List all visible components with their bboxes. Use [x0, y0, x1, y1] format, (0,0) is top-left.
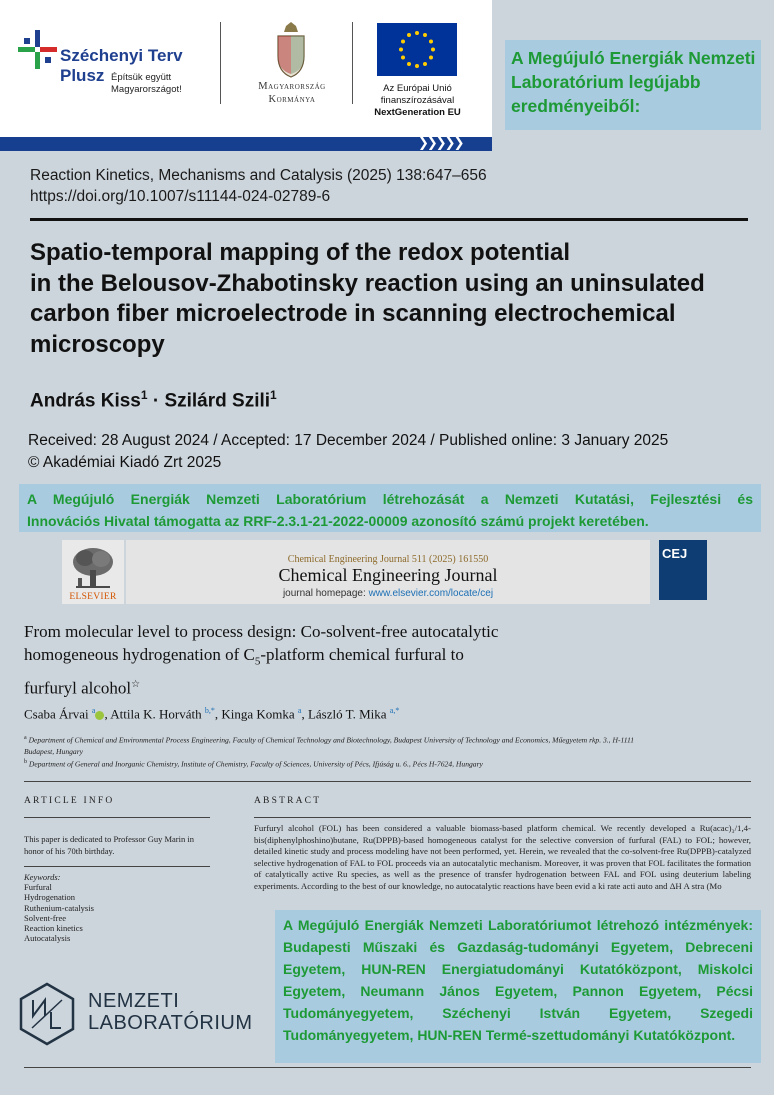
paper2-title-line — [24, 673, 644, 700]
paper1-dates: Received: 28 August 2024 / Accepted: 17 December 2024 / Published online: 3 January 2025 — [28, 432, 669, 449]
callout-funding — [19, 484, 761, 532]
paper1-title-line: in the Belousov-Zhabotinsky reaction using an uninsulated — [30, 269, 705, 297]
affiliation-b-text: Department of General and Inorganic Chemistry, Institute of Chemistry, Faculty of Sciences, University of Pécs, Ifjúság u. 6., Pécs H-7624, Hungary — [28, 759, 483, 769]
orcid-icon[interactable] — [95, 711, 104, 720]
author-affiliation-mark: a — [91, 706, 96, 715]
affiliation-a-text: Department of Chemical and Environmental Process Engineering, Faculty of Chemical Technology and Biotechnology, Budapest University of Technology and Economics, Műegyetem rkp. 3., H-1111 Budapest, Hungary — [24, 735, 634, 756]
callout-founding-institutions: A Megújuló Energiák Nemzeti Laboratóriumot létrehozó intézmények: Budapesti Műszaki és Gazdaság-tudományi Egyetem, Debreceni Egyetem, HUN-REN Energiatudományi Kutatóközpont, Miskolci Egyetem, Neumann János Egyetem, Pannon Egyetem, Pécsi Tudományegyetem, Széchenyi István Egyetem, Szegedi Tudományegyetem, HUN-REN Termé-szettudományi Kutatóközpont. — [275, 910, 761, 1063]
abstract-text: Furfuryl alcohol (FOL) has been considered a valuable biomass-based platform chemical. We recently developed a Ru(acac)₃/1,4-bis(diphenylphoshino)butane, Ru(DPPB)-based homogeneous catalyst for the selective conversion of furfural (FAL) to FOL; however, detailed kinetic study and process modeling have not been performed, yet. Herein, we revealed that the co-solvent-free Ru(DPPB)-catalyzed selective hydrogenation of FAL to FOL proceeds via an autocatalytic mechanism. Moreover, it was proven that FOL facilitates the formation of catalytically active Ru species, as well as the presence of transfer hydrogenation between FAL and FOL using deuterium labeling experiments. According to the best of our knowledge, no autocatalytic reactions have been evid a ki rate acti auto and ΔH A stra (Mo — [254, 823, 751, 891]
szechenyi-plusz: Plusz — [60, 66, 105, 85]
paper2-affiliations — [24, 733, 634, 769]
szechenyi-cross-icon — [18, 30, 58, 70]
author-name: András Kiss — [30, 390, 141, 412]
eu-line1: Az Európai Unió — [383, 83, 452, 94]
article-info-heading: ARTICLE INFO — [24, 796, 115, 806]
journal-homepage — [126, 588, 650, 599]
author-name: László T. Mika — [307, 706, 387, 722]
elsevier-tree-icon — [68, 546, 118, 590]
callout-funding-line2: Innovációs Hivatal támogatta az RRF-2.3.1-21-2022-00009 azonosító számú projekt keretében. — [27, 513, 649, 529]
paper2-title — [24, 620, 644, 700]
affiliation-b: $^b$ Department of General and Inorganic Chemistry, Institute of Chemistry, Faculty of Sciences, University of Pécs, Ifjúság u. 6., Pécs H-7624, Hungary — [24, 758, 483, 769]
paper2-title-part: furfuryl alcohol — [24, 679, 132, 699]
paper2-title-line: From molecular level to process design: Co-solvent-free autocatalytic — [24, 622, 499, 641]
abstract-heading: ABSTRACT — [254, 796, 322, 806]
paper1-publication-info — [28, 430, 668, 474]
eu-caption — [360, 83, 475, 119]
keyword: Furfural — [24, 882, 52, 893]
keywords — [24, 872, 214, 943]
paper2-title-part: -platform chemical furfural to — [260, 645, 464, 664]
title-star-icon: ☆ — [131, 679, 141, 691]
nl-line2: LABORATÓRIUM — [88, 1012, 253, 1034]
logo-separator — [220, 22, 221, 104]
paper2-authors: Csaba Árvai $^a$ , Attila K. Horváth $^{b,*}$, Kinga Komka $^a$, László T. Mika $^{a,*}$ — [24, 706, 400, 722]
eu-line2: finanszírozásával — [380, 95, 455, 106]
divider — [24, 817, 210, 818]
author-name: Attila K. Horváth — [110, 706, 202, 722]
paper2-journal-name: Chemical Engineering Journal — [278, 565, 498, 585]
paper2-title-line — [24, 643, 644, 673]
paper1-title-line: carbon fiber microelectrode in scanning electrochemical — [30, 300, 676, 327]
author-affiliation-mark: b,* — [204, 706, 215, 715]
author-separator: · — [147, 390, 165, 412]
keyword: Autocatalysis — [24, 933, 71, 944]
homepage-link[interactable]: www.elsevier.com/locate/cej — [368, 588, 494, 599]
keyword: Ruthenium-catalysis — [24, 902, 94, 913]
author-affiliation-mark: 1 — [270, 388, 277, 402]
author-name: Csaba Árvai — [24, 706, 89, 722]
eu-flag-icon — [377, 23, 457, 76]
homepage-label: journal homepage: — [282, 588, 369, 599]
divider — [24, 866, 210, 867]
keyword: Reaction kinetics — [24, 923, 83, 934]
affiliation-a: $^a$ Department of Chemical and Environmental Process Engineering, Faculty of Chemical Technology and Biotechnology, Budapest University of Technology and Economics, Műegyetem rkp. 3., H-1111 Budapest, Hungary — [24, 735, 634, 756]
divider — [254, 817, 751, 818]
szechenyi-title: Széchenyi Terv — [60, 46, 183, 65]
paper2-title-subscript: 5 — [254, 655, 261, 668]
eu-line3: NextGeneration EU — [374, 107, 461, 118]
author-affiliation-mark: a — [297, 706, 302, 715]
divider — [24, 781, 751, 782]
paper1-copyright: © Akadémiai Kiadó Zrt 2025 — [28, 454, 222, 471]
nemzeti-laboratorium-name — [88, 990, 253, 1034]
paper2-citation: Chemical Engineering Journal 511 (2025) 161550 — [287, 554, 489, 565]
paper1-title-line: Spatio-temporal mapping of the redox potential — [30, 239, 571, 266]
elsevier-wordmark: ELSEVIER — [69, 592, 117, 602]
journal-cover-label: CEJ — [662, 546, 688, 561]
author-name: Szilárd Szili — [164, 390, 271, 412]
keyword: Solvent-free — [24, 912, 67, 923]
author-name: Kinga Komka — [221, 706, 295, 722]
divider — [24, 1067, 751, 1068]
divider — [30, 218, 748, 221]
paper1-journal: Reaction Kinetics, Mechanisms and Catalysis (2025) 138:647–656 — [30, 167, 487, 184]
paper1-doi[interactable]: https://doi.org/10.1007/s11144-024-02789-6 — [30, 188, 331, 205]
callout-latest-results: A Megújuló Energiák Nemzeti Laboratórium legújabb eredményeiből: — [505, 40, 761, 130]
paper1-title — [30, 238, 760, 360]
dedication: This paper is dedicated to Professor Guy Marin in honor of his 70th birthday. — [24, 834, 194, 856]
author-affiliation-mark: a,* — [389, 706, 400, 715]
nl-line1: NEMZETI — [88, 990, 180, 1012]
author-affiliation-mark: 1 — [140, 388, 148, 402]
paper1-authors — [30, 388, 277, 412]
paper1-journal-reference — [30, 165, 487, 207]
callout-funding-line1: A Megújuló Energiák Nemzeti Laboratórium létrehozását a Nemzeti Kutatási, Fejlesztési és — [27, 491, 753, 507]
government-line2: Kormánya — [268, 94, 316, 105]
government-name — [236, 80, 348, 106]
keyword: Hydrogenation — [24, 892, 75, 903]
paper1-title-line: microscopy — [30, 330, 165, 358]
government-line1: Magyarország — [258, 81, 326, 92]
keywords-title: Keywords: — [24, 872, 61, 882]
paper2-title-part: homogeneous hydrogenation of C — [24, 645, 255, 664]
logo-separator — [352, 22, 353, 104]
chevron-decoration-icon: ❯❯❯❯❯ — [418, 136, 463, 151]
nemzeti-laboratorium-logo-icon — [18, 982, 76, 1046]
hungarian-crest-icon — [274, 22, 308, 78]
szechenyi-slogan: Építsük együtt Magyarországot! — [111, 72, 182, 95]
